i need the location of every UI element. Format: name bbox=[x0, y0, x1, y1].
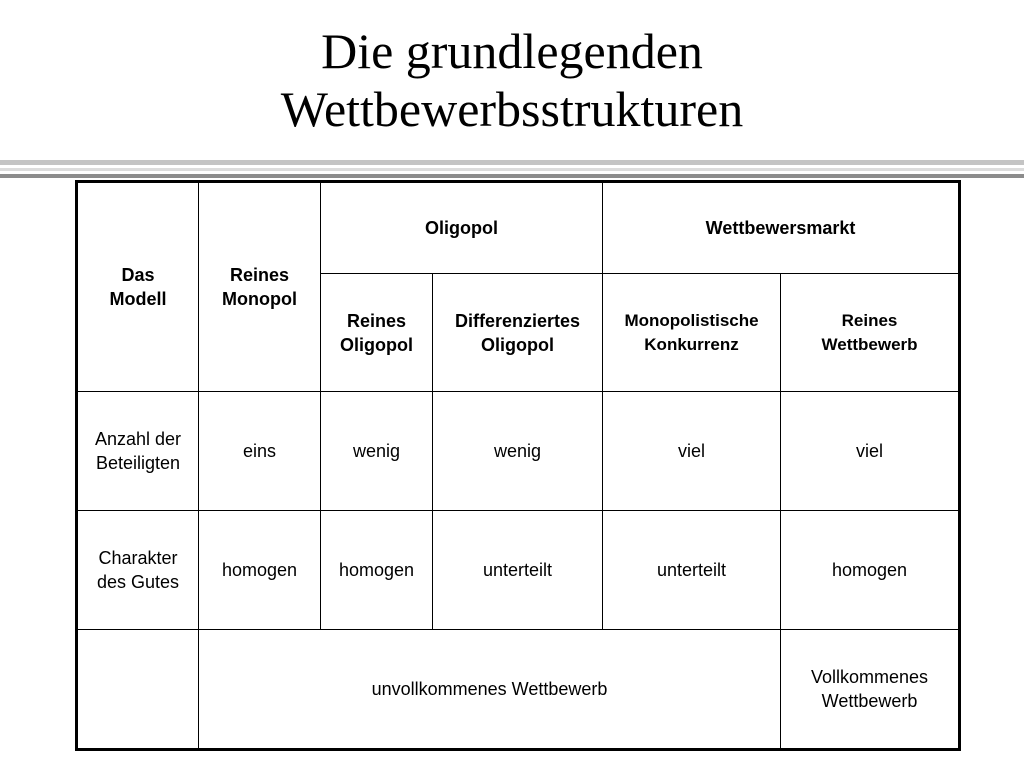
header-pure-oligopoly: Reines Oligopol bbox=[321, 274, 433, 392]
header-pure-competition: Reines Wettbewerb bbox=[781, 274, 960, 392]
slide-title-line-2: Wettbewerbsstrukturen bbox=[280, 81, 744, 137]
table-cell: wenig bbox=[321, 392, 433, 511]
market-structure-table bbox=[75, 180, 961, 751]
empty-cell bbox=[77, 630, 199, 750]
slide-title bbox=[0, 22, 1024, 138]
table-cell: viel bbox=[603, 392, 781, 511]
perfect-competition-cell: Vollkommenes Wettbewerb bbox=[781, 630, 960, 750]
title-divider-bottom bbox=[0, 174, 1024, 178]
row-label-participants: Anzahl der Beteiligten bbox=[77, 392, 199, 511]
title-divider-middle bbox=[0, 168, 1024, 171]
table-cell: homogen bbox=[321, 511, 433, 630]
slide-title-line-1: Die grundlegenden bbox=[321, 23, 703, 79]
table-cell: unterteilt bbox=[433, 511, 603, 630]
table-row bbox=[77, 392, 960, 511]
header-competitive-market: Wettbewersmarkt bbox=[603, 182, 960, 274]
table-row bbox=[77, 630, 960, 750]
table-cell: wenig bbox=[433, 392, 603, 511]
table-cell: homogen bbox=[781, 511, 960, 630]
title-divider-top bbox=[0, 160, 1024, 165]
table-cell: viel bbox=[781, 392, 960, 511]
header-model: Das Modell bbox=[77, 182, 199, 392]
header-monopolistic-competition: Monopolistische Konkurrenz bbox=[603, 274, 781, 392]
table-cell: eins bbox=[199, 392, 321, 511]
header-differentiated-oligopoly: Differenziertes Oligopol bbox=[433, 274, 603, 392]
table-cell: homogen bbox=[199, 511, 321, 630]
table-cell: unterteilt bbox=[603, 511, 781, 630]
header-row-1 bbox=[77, 182, 960, 274]
table-row bbox=[77, 511, 960, 630]
row-label-goods-character: Charakter des Gutes bbox=[77, 511, 199, 630]
header-oligopoly: Oligopol bbox=[321, 182, 603, 274]
imperfect-competition-cell: unvollkommenes Wettbewerb bbox=[199, 630, 781, 750]
header-pure-monopoly: Reines Monopol bbox=[199, 182, 321, 392]
